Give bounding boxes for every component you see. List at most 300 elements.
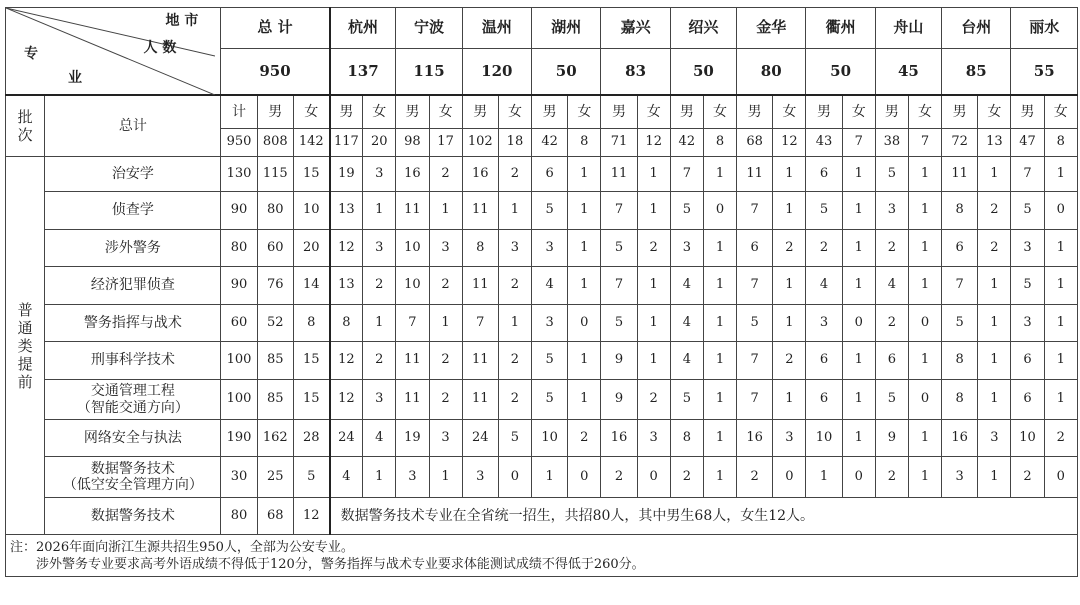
city-female-count: 1 xyxy=(1044,267,1077,305)
major-name xyxy=(45,192,221,230)
city-female-count: 1 xyxy=(1044,342,1077,380)
city-female-count: 2 xyxy=(498,267,531,305)
city-male-count: 5 xyxy=(737,305,773,342)
city-male-total: 71 xyxy=(601,129,637,157)
city-female-total: 18 xyxy=(498,129,531,157)
city-female-count: 1 xyxy=(908,342,941,380)
city-male-count: 5 xyxy=(875,157,908,192)
major-ji: 190 xyxy=(221,420,257,457)
city-female-count: 1 xyxy=(842,342,875,380)
city-male-count: 19 xyxy=(396,420,429,457)
city-female-count: 1 xyxy=(637,342,670,380)
male-label: 男 xyxy=(257,95,293,129)
city-header: 丽水 xyxy=(1011,8,1078,49)
female-label: 女 xyxy=(773,95,806,129)
city-female-count: 1 xyxy=(703,267,736,305)
city-male-count: 5 xyxy=(806,192,842,230)
female-label: 女 xyxy=(1044,95,1077,129)
city-male-count: 19 xyxy=(330,157,363,192)
city-female-count: 1 xyxy=(568,192,601,230)
city-male-count: 3 xyxy=(532,305,568,342)
city-male-count: 4 xyxy=(330,457,363,498)
city-female-count: 2 xyxy=(773,230,806,267)
city-female-count: 1 xyxy=(842,157,875,192)
city-female-count: 3 xyxy=(363,157,396,192)
major-ji: 100 xyxy=(221,342,257,380)
city-total-value: 80 xyxy=(737,49,806,95)
city-male-total: 98 xyxy=(396,129,429,157)
city-male-count: 5 xyxy=(601,305,637,342)
city-male-count: 5 xyxy=(532,342,568,380)
major-female: 14 xyxy=(293,267,329,305)
city-female-count: 5 xyxy=(498,420,531,457)
city-female-total: 12 xyxy=(637,129,670,157)
city-total-value: 50 xyxy=(532,49,601,95)
major-ji: 30 xyxy=(221,457,257,498)
city-female-count: 2 xyxy=(978,230,1011,267)
city-male-count: 8 xyxy=(462,230,498,267)
city-female-count: 1 xyxy=(703,157,736,192)
city-male-count: 12 xyxy=(330,230,363,267)
male-label: 男 xyxy=(806,95,842,129)
major-name-text: 警务指挥与战术 xyxy=(83,314,182,331)
city-header: 舟山 xyxy=(875,8,941,49)
city-male-count: 8 xyxy=(330,305,363,342)
city-male-count: 8 xyxy=(942,192,978,230)
city-male-count: 2 xyxy=(875,230,908,267)
batch-label: 批次 xyxy=(6,95,45,157)
city-female-count: 1 xyxy=(363,305,396,342)
female-label: 女 xyxy=(842,95,875,129)
female-label: 女 xyxy=(978,95,1011,129)
city-male-total: 43 xyxy=(806,129,842,157)
city-male-count: 5 xyxy=(532,380,568,420)
city-female-count: 3 xyxy=(363,380,396,420)
city-male-count: 3 xyxy=(942,457,978,498)
city-male-count: 10 xyxy=(396,267,429,305)
city-male-count: 13 xyxy=(330,267,363,305)
major-name-text: 治安学 xyxy=(111,165,154,182)
table-corner-header xyxy=(6,8,221,95)
city-male-count: 6 xyxy=(1011,342,1044,380)
city-female-count: 3 xyxy=(498,230,531,267)
city-male-count: 16 xyxy=(462,157,498,192)
city-female-count: 1 xyxy=(842,267,875,305)
major-name-text: 涉外警务 xyxy=(104,239,161,256)
major-ji: 90 xyxy=(221,267,257,305)
major-male: 162 xyxy=(257,420,293,457)
city-male-count: 6 xyxy=(737,230,773,267)
city-female-count: 1 xyxy=(978,305,1011,342)
male-label: 男 xyxy=(462,95,498,129)
city-female-count: 0 xyxy=(568,305,601,342)
city-female-total: 17 xyxy=(429,129,462,157)
female-label: 女 xyxy=(429,95,462,129)
major-name xyxy=(45,267,221,305)
city-female-count: 2 xyxy=(429,342,462,380)
female-label: 女 xyxy=(293,95,329,129)
city-female-count: 1 xyxy=(498,305,531,342)
major-male: 68 xyxy=(257,498,293,535)
major-male: 85 xyxy=(257,342,293,380)
city-total-value: 83 xyxy=(601,49,670,95)
table-row xyxy=(6,230,1078,267)
city-male-count: 10 xyxy=(396,230,429,267)
city-male-count: 5 xyxy=(1011,267,1044,305)
city-female-count: 0 xyxy=(1044,192,1077,230)
major-name-text: 经济犯罪侦查 xyxy=(90,277,175,294)
city-male-count: 2 xyxy=(806,230,842,267)
corner-label-major-1: 专 xyxy=(24,46,38,62)
city-male-count: 6 xyxy=(532,157,568,192)
city-female-count: 1 xyxy=(498,192,531,230)
city-female-count: 1 xyxy=(363,192,396,230)
total-header: 总 计 xyxy=(221,8,330,49)
city-male-count: 7 xyxy=(396,305,429,342)
city-female-count: 2 xyxy=(363,342,396,380)
major-male: 52 xyxy=(257,305,293,342)
female-label: 女 xyxy=(363,95,396,129)
major-male: 25 xyxy=(257,457,293,498)
city-male-total: 72 xyxy=(942,129,978,157)
city-male-count: 3 xyxy=(532,230,568,267)
city-female-total: 7 xyxy=(908,129,941,157)
city-header: 温州 xyxy=(462,8,531,49)
city-female-count: 2 xyxy=(498,157,531,192)
major-ji: 130 xyxy=(221,157,257,192)
city-female-count: 1 xyxy=(637,305,670,342)
city-male-count: 6 xyxy=(806,380,842,420)
city-female-count: 2 xyxy=(429,380,462,420)
total-row-label: 总计 xyxy=(45,95,221,157)
male-label: 男 xyxy=(942,95,978,129)
city-female-count: 1 xyxy=(773,267,806,305)
major-female: 15 xyxy=(293,157,329,192)
major-ji: 100 xyxy=(221,380,257,420)
major-female: 12 xyxy=(293,498,329,535)
city-male-count: 3 xyxy=(396,457,429,498)
city-male-count: 3 xyxy=(1011,230,1044,267)
city-female-total: 20 xyxy=(363,129,396,157)
city-female-count: 2 xyxy=(498,380,531,420)
footnote-line-1: 注：2026年面向浙江生源共招生950人，全部为公安专业。 xyxy=(10,540,354,555)
major-direction-text: （智能交通方向） xyxy=(76,399,189,416)
city-female-count: 1 xyxy=(773,305,806,342)
city-male-total: 47 xyxy=(1011,129,1044,157)
corner-label-count: 人 数 xyxy=(143,40,177,56)
city-male-count: 11 xyxy=(396,192,429,230)
city-female-count: 1 xyxy=(908,420,941,457)
table-row xyxy=(6,305,1078,342)
city-male-count: 11 xyxy=(462,192,498,230)
major-name xyxy=(45,342,221,380)
city-male-count: 10 xyxy=(806,420,842,457)
city-male-count: 5 xyxy=(1011,192,1044,230)
city-female-count: 1 xyxy=(703,305,736,342)
city-female-count: 1 xyxy=(703,380,736,420)
city-male-count: 16 xyxy=(737,420,773,457)
city-male-count: 2 xyxy=(737,457,773,498)
major-ji: 60 xyxy=(221,305,257,342)
male-label: 男 xyxy=(601,95,637,129)
male-label: 男 xyxy=(330,95,363,129)
female-label: 女 xyxy=(498,95,531,129)
city-female-count: 2 xyxy=(429,267,462,305)
city-total-value: 120 xyxy=(462,49,531,95)
major-direction-text: （低空安全管理方向） xyxy=(62,477,203,493)
city-male-count: 16 xyxy=(601,420,637,457)
city-male-count: 7 xyxy=(462,305,498,342)
city-male-count: 11 xyxy=(462,267,498,305)
city-male-count: 2 xyxy=(875,305,908,342)
table-row xyxy=(6,457,1078,498)
city-male-count: 5 xyxy=(601,230,637,267)
table-row xyxy=(6,192,1078,230)
city-male-count: 3 xyxy=(1011,305,1044,342)
city-header: 宁波 xyxy=(396,8,462,49)
city-male-count: 4 xyxy=(806,267,842,305)
city-total-value: 45 xyxy=(875,49,941,95)
city-female-count: 1 xyxy=(773,380,806,420)
major-name-text: 刑事科学技术 xyxy=(90,352,175,369)
major-name xyxy=(45,230,221,267)
city-female-count: 1 xyxy=(978,267,1011,305)
total-ji: 950 xyxy=(221,129,257,157)
city-female-count: 1 xyxy=(1044,230,1077,267)
city-male-total: 117 xyxy=(330,129,363,157)
male-label: 男 xyxy=(670,95,703,129)
city-male-count: 24 xyxy=(330,420,363,457)
city-female-count: 1 xyxy=(429,305,462,342)
city-male-count: 1 xyxy=(806,457,842,498)
city-male-count: 10 xyxy=(1011,420,1044,457)
male-label: 男 xyxy=(737,95,773,129)
category-label-text: 普通类提前 xyxy=(17,300,33,391)
city-male-count: 24 xyxy=(462,420,498,457)
major-ji: 80 xyxy=(221,498,257,535)
city-male-count: 7 xyxy=(601,267,637,305)
city-female-count: 1 xyxy=(703,420,736,457)
province-wide-note: 数据警务技术专业在全省统一招生，共招80人，其中男生68人，女生12人。 xyxy=(330,498,1078,535)
city-female-total: 7 xyxy=(842,129,875,157)
city-male-count: 5 xyxy=(875,380,908,420)
city-female-count: 1 xyxy=(978,342,1011,380)
city-female-count: 1 xyxy=(703,457,736,498)
female-label: 女 xyxy=(908,95,941,129)
major-male: 76 xyxy=(257,267,293,305)
city-total-value: 50 xyxy=(806,49,875,95)
major-male: 80 xyxy=(257,192,293,230)
city-female-count: 1 xyxy=(637,192,670,230)
city-female-count: 2 xyxy=(429,157,462,192)
major-male: 85 xyxy=(257,380,293,420)
grand-total-value: 950 xyxy=(221,49,330,95)
city-female-count: 1 xyxy=(978,157,1011,192)
city-male-count: 11 xyxy=(462,342,498,380)
city-female-count: 1 xyxy=(568,230,601,267)
city-female-count: 1 xyxy=(703,342,736,380)
city-male-count: 11 xyxy=(396,342,429,380)
city-female-count: 2 xyxy=(363,267,396,305)
city-female-count: 1 xyxy=(1044,305,1077,342)
table-row xyxy=(6,267,1078,305)
city-female-count: 1 xyxy=(908,192,941,230)
city-female-count: 2 xyxy=(637,380,670,420)
city-header: 杭州 xyxy=(330,8,396,49)
city-female-count: 1 xyxy=(568,342,601,380)
total-male: 808 xyxy=(257,129,293,157)
female-label: 女 xyxy=(568,95,601,129)
city-female-total: 8 xyxy=(1044,129,1077,157)
major-female: 15 xyxy=(293,380,329,420)
city-female-count: 1 xyxy=(429,192,462,230)
major-male: 60 xyxy=(257,230,293,267)
city-male-count: 7 xyxy=(670,157,703,192)
city-female-count: 1 xyxy=(908,267,941,305)
city-female-count: 2 xyxy=(568,420,601,457)
city-female-count: 2 xyxy=(978,192,1011,230)
city-total-value: 115 xyxy=(396,49,462,95)
city-female-count: 1 xyxy=(429,457,462,498)
city-header: 台州 xyxy=(942,8,1011,49)
city-female-count: 0 xyxy=(908,380,941,420)
city-male-count: 6 xyxy=(806,342,842,380)
city-female-count: 1 xyxy=(842,230,875,267)
city-male-count: 11 xyxy=(942,157,978,192)
city-male-count: 4 xyxy=(532,267,568,305)
major-ji: 80 xyxy=(221,230,257,267)
city-female-count: 1 xyxy=(637,157,670,192)
city-total-value: 55 xyxy=(1011,49,1078,95)
city-male-count: 5 xyxy=(670,380,703,420)
city-male-count: 8 xyxy=(942,342,978,380)
major-name-text: 侦查学 xyxy=(111,202,154,219)
city-female-count: 1 xyxy=(842,380,875,420)
city-male-count: 9 xyxy=(601,342,637,380)
city-female-count: 0 xyxy=(842,305,875,342)
city-male-count: 3 xyxy=(462,457,498,498)
total-female: 142 xyxy=(293,129,329,157)
city-male-count: 5 xyxy=(670,192,703,230)
city-female-total: 13 xyxy=(978,129,1011,157)
table-row xyxy=(6,342,1078,380)
city-male-count: 2 xyxy=(1011,457,1044,498)
city-male-count: 7 xyxy=(1011,157,1044,192)
city-male-count: 5 xyxy=(532,192,568,230)
city-female-count: 1 xyxy=(773,192,806,230)
city-male-total: 42 xyxy=(532,129,568,157)
footnote xyxy=(6,535,1078,577)
major-name: 数据警务技术 xyxy=(45,498,221,535)
city-female-count: 3 xyxy=(773,420,806,457)
city-male-count: 2 xyxy=(875,457,908,498)
city-female-count: 0 xyxy=(498,457,531,498)
city-male-count: 11 xyxy=(601,157,637,192)
major-female: 5 xyxy=(293,457,329,498)
city-male-count: 7 xyxy=(737,342,773,380)
city-female-count: 0 xyxy=(568,457,601,498)
city-female-count: 1 xyxy=(1044,380,1077,420)
major-ji: 90 xyxy=(221,192,257,230)
city-header: 嘉兴 xyxy=(601,8,670,49)
city-male-count: 11 xyxy=(462,380,498,420)
city-header-row xyxy=(6,8,1078,49)
major-name xyxy=(45,305,221,342)
city-female-count: 1 xyxy=(568,267,601,305)
category-label xyxy=(6,157,45,535)
major-female: 15 xyxy=(293,342,329,380)
male-label: 男 xyxy=(532,95,568,129)
city-male-count: 1 xyxy=(532,457,568,498)
city-header: 绍兴 xyxy=(670,8,736,49)
city-male-count: 4 xyxy=(670,342,703,380)
city-male-count: 8 xyxy=(670,420,703,457)
city-male-count: 9 xyxy=(601,380,637,420)
city-female-count: 1 xyxy=(703,230,736,267)
city-male-count: 4 xyxy=(670,305,703,342)
city-male-count: 10 xyxy=(532,420,568,457)
city-male-count: 16 xyxy=(396,157,429,192)
city-male-count: 12 xyxy=(330,380,363,420)
city-female-count: 2 xyxy=(1044,420,1077,457)
major-name-text: 交通管理工程 xyxy=(90,383,175,400)
female-label: 女 xyxy=(703,95,736,129)
city-male-count: 8 xyxy=(942,380,978,420)
city-male-count: 6 xyxy=(942,230,978,267)
major-male: 115 xyxy=(257,157,293,192)
city-female-count: 3 xyxy=(978,420,1011,457)
city-male-total: 68 xyxy=(737,129,773,157)
city-female-count: 3 xyxy=(363,230,396,267)
city-male-count: 4 xyxy=(670,267,703,305)
corner-label-major-2: 业 xyxy=(68,70,82,86)
city-female-total: 8 xyxy=(568,129,601,157)
city-male-total: 42 xyxy=(670,129,703,157)
male-label: 男 xyxy=(1011,95,1044,129)
city-female-count: 1 xyxy=(773,157,806,192)
city-female-count: 0 xyxy=(842,457,875,498)
city-female-count: 0 xyxy=(1044,457,1077,498)
city-male-total: 38 xyxy=(875,129,908,157)
city-female-count: 0 xyxy=(908,305,941,342)
city-male-count: 7 xyxy=(737,380,773,420)
city-male-count: 6 xyxy=(1011,380,1044,420)
city-male-count: 3 xyxy=(670,230,703,267)
major-female: 8 xyxy=(293,305,329,342)
female-label: 女 xyxy=(637,95,670,129)
city-female-count: 1 xyxy=(842,420,875,457)
major-female: 28 xyxy=(293,420,329,457)
city-female-count: 2 xyxy=(637,230,670,267)
city-male-count: 16 xyxy=(942,420,978,457)
city-male-total: 102 xyxy=(462,129,498,157)
ji-label: 计 xyxy=(221,95,257,129)
city-female-count: 1 xyxy=(568,380,601,420)
footnote-row xyxy=(6,535,1078,577)
male-label: 男 xyxy=(396,95,429,129)
city-male-count: 7 xyxy=(737,192,773,230)
city-female-count: 0 xyxy=(637,457,670,498)
city-female-count: 1 xyxy=(637,267,670,305)
major-name xyxy=(45,380,221,420)
major-female: 20 xyxy=(293,230,329,267)
city-male-count: 3 xyxy=(875,192,908,230)
city-male-count: 3 xyxy=(806,305,842,342)
major-female: 10 xyxy=(293,192,329,230)
city-female-count: 1 xyxy=(908,157,941,192)
city-total-value: 50 xyxy=(670,49,736,95)
city-female-count: 4 xyxy=(363,420,396,457)
